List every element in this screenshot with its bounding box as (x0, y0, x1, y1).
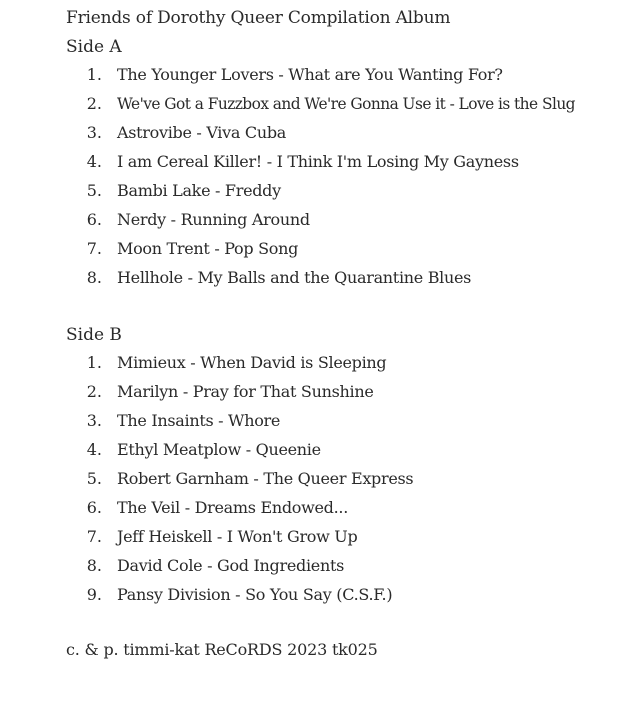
track-number: 1. (86, 353, 102, 372)
track-title: Nerdy - Running Around (117, 210, 310, 229)
track-item (0, 180, 620, 209)
side-a-tracklist (0, 64, 620, 296)
track-title: Ethyl Meatplow - Queenie (117, 440, 321, 459)
track-title: David Cole - God Ingredients (117, 556, 344, 575)
side-b-tracklist (0, 352, 620, 613)
track-number: 2. (86, 382, 102, 401)
track-number: 3. (86, 411, 102, 430)
track-title: Astrovibe - Viva Cuba (117, 123, 287, 142)
track-item (0, 381, 620, 410)
track-item (0, 209, 620, 238)
track-item (0, 526, 620, 555)
track-number: 4. (86, 152, 102, 171)
track-item (0, 555, 620, 584)
track-title: Robert Garnham - The Queer Express (117, 469, 414, 488)
track-title: The Veil - Dreams Endowed... (117, 498, 348, 517)
side-b-heading: Side B (66, 325, 122, 345)
track-number: 8. (86, 556, 102, 575)
track-item (0, 64, 620, 93)
track-item (0, 439, 620, 468)
side-a-heading: Side A (66, 37, 122, 57)
track-title: Hellhole - My Balls and the Quarantine Blues (117, 268, 472, 287)
track-number: 7. (86, 239, 102, 258)
track-item (0, 151, 620, 180)
track-number: 4. (86, 440, 102, 459)
track-item (0, 410, 620, 439)
track-title: Marilyn - Pray for That Sunshine (117, 382, 374, 401)
track-title: Moon Trent - Pop Song (117, 239, 299, 258)
track-item (0, 267, 620, 296)
track-number: 7. (86, 527, 102, 546)
track-item (0, 584, 620, 613)
track-number: 1. (86, 65, 102, 84)
track-title: Mimieux - When David is Sleeping (117, 353, 387, 372)
track-item (0, 352, 620, 381)
track-number: 2. (86, 94, 102, 113)
track-title: Pansy Division - So You Say (C.S.F.) (117, 585, 393, 604)
track-number: 3. (86, 123, 102, 142)
track-title: Bambi Lake - Freddy (117, 181, 281, 200)
track-number: 6. (86, 210, 102, 229)
track-title: The Insaints - Whore (117, 411, 281, 430)
track-number: 5. (86, 181, 102, 200)
label-credit: c. & p. timmi-kat ReCoRDS 2023 tk025 (66, 640, 378, 659)
album-title: Friends of Dorothy Queer Compilation Album (66, 8, 451, 28)
track-item (0, 93, 620, 122)
track-item (0, 122, 620, 151)
track-title: The Younger Lovers - What are You Wanting For? (117, 65, 503, 84)
track-title: We've Got a Fuzzbox and We're Gonna Use it - Love is the Slug (117, 95, 575, 113)
track-title: Jeff Heiskell - I Won't Grow Up (117, 527, 358, 546)
track-item (0, 238, 620, 267)
track-number: 8. (86, 268, 102, 287)
track-number: 5. (86, 469, 102, 488)
track-item (0, 468, 620, 497)
track-number: 6. (86, 498, 102, 517)
track-item (0, 497, 620, 526)
track-title: I am Cereal Killer! - I Think I'm Losing My Gayness (117, 152, 519, 171)
track-number: 9. (86, 585, 102, 604)
